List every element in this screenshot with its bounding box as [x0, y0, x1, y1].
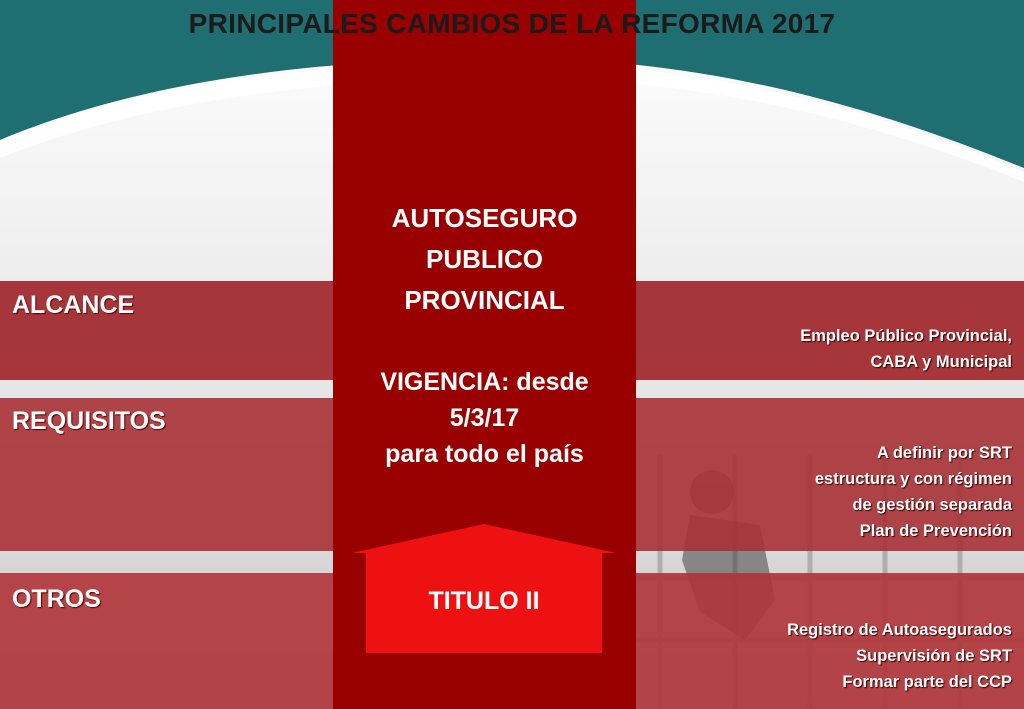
row-description — [800, 323, 1012, 375]
row-label: ALCANCE — [12, 291, 135, 319]
row-line: CABA y Municipal — [870, 353, 1012, 371]
vigencia-line: 5/3/17 — [449, 404, 520, 432]
row-line: Plan de Prevención — [859, 522, 1012, 540]
row-line: estructura y con régimen — [814, 470, 1012, 488]
row-line: Registro de Autoasegurados — [787, 621, 1012, 639]
row-description — [815, 440, 1012, 544]
heading-line: PUBLICO — [426, 244, 543, 274]
row-line: Formar parte del CCP — [842, 673, 1012, 691]
heading-line: AUTOSEGURO — [391, 203, 578, 233]
row-line: Supervisión de SRT — [856, 647, 1012, 665]
row-line: A definir por SRT — [876, 444, 1012, 462]
row-label: REQUISITOS — [12, 407, 166, 435]
vigencia-line: VIGENCIA: desde — [380, 368, 589, 396]
row-label: OTROS — [12, 585, 101, 613]
vigencia-text — [333, 364, 636, 472]
vigencia-line: para todo el país — [385, 440, 584, 468]
row-description — [787, 617, 1012, 695]
center-heading — [333, 198, 636, 321]
house-roof — [352, 524, 616, 554]
row-line: Empleo Público Provincial, — [800, 327, 1012, 345]
page-title: PRINCIPALES CAMBIOS DE LA REFORMA 2017 — [188, 8, 836, 39]
titulo-label: TITULO II — [428, 587, 540, 615]
heading-line: PROVINCIAL — [404, 285, 565, 315]
row-line: de gestión separada — [852, 496, 1012, 514]
